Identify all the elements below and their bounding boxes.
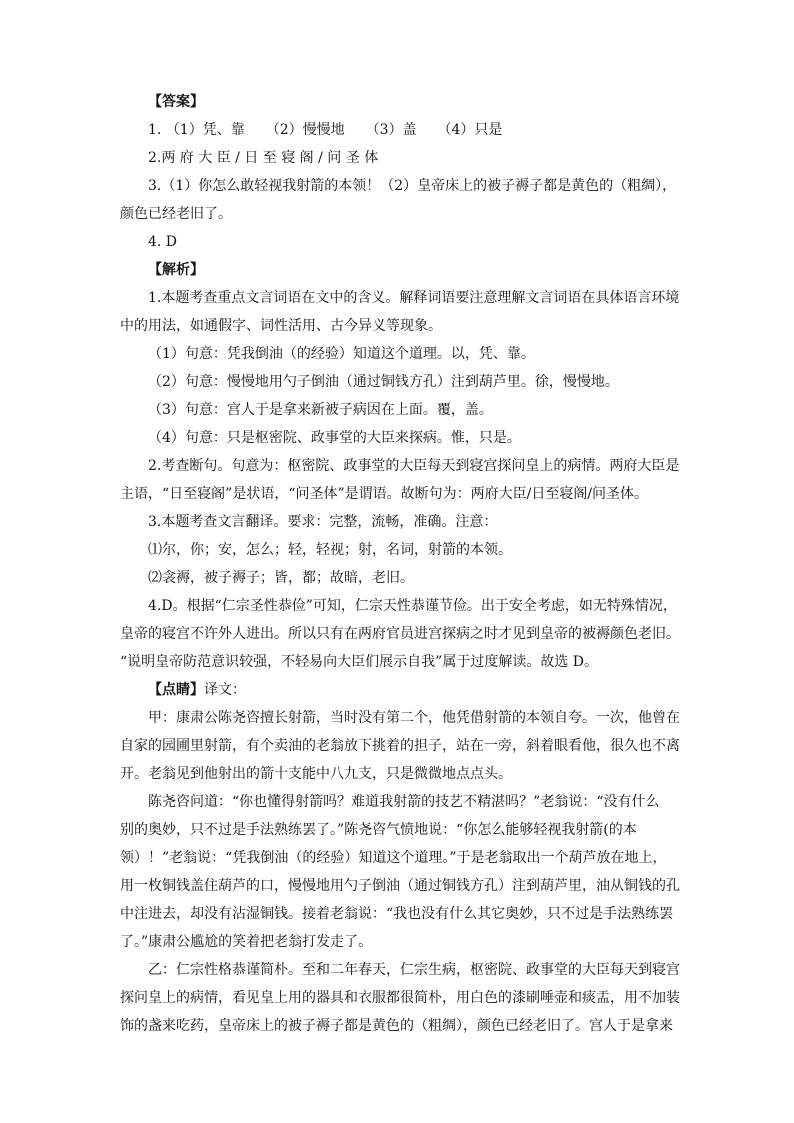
analysis-1-item3: （3）句意：宫人于是拿来新被子病因在上面。覆，盖。 xyxy=(148,402,493,418)
answer-1: 1. （1）凭、靠 （2）慢慢地 （3）盖 （4）只是 xyxy=(148,122,503,138)
translation-c-line3: 饰的盏来吃药，皇帝床上的被子褥子都是黄色的（粗绸），颜色已经老旧了。宫人于是拿来 xyxy=(120,1018,673,1034)
translation-b-line5: 中注进去，却没有沾湿铜钱。接着老翁说：“我也没有什么其它奥妙，只不过是手法熟练罢 xyxy=(120,906,674,922)
points-heading-tail: 译文： xyxy=(204,682,246,698)
analysis-2-line2: 主语，“日至寝阁”是状语，“问圣体”是谓语。故断句为：两府大臣/日至寝阁/问圣体。 xyxy=(120,486,649,502)
analysis-1-item4: （4）句意：只是枢密院、政事堂的大臣来探病。惟，只是。 xyxy=(148,430,521,446)
analysis-heading: 【解析】 xyxy=(148,262,204,278)
analysis-3-item1: ⑴尔，你；安，怎么；轻，轻视；射，名词，射箭的本领。 xyxy=(148,542,512,558)
analysis-3-item2: ⑵衾褥，被子褥子；皆，都；故暗，老旧。 xyxy=(148,570,414,586)
answer-heading: 【答案】 xyxy=(148,94,204,110)
translation-b-line1: 陈尧咨问道：“你也懂得射箭吗？难道我射箭的技艺不精湛吗？”老翁说：“没有什么 xyxy=(148,794,660,810)
analysis-2-line1: 2.考查断句。句意为：枢密院、政事堂的大臣每天到寝宫探问皇上的病情。两府大臣是 xyxy=(148,458,680,474)
points-heading-line xyxy=(120,676,680,704)
analysis-4-line1: 4.D。根据“仁宗圣性恭俭”可知，仁宗天性恭谨节俭。出于安全考虑，如无特殊情况， xyxy=(148,598,677,614)
answer-4: 4. D xyxy=(148,234,178,250)
analysis-4-line2: 皇帝的寝宫不许外人进出。所以只有在两府官员进宫探病之时才见到皇帝的被褥颜色老旧。 xyxy=(120,626,680,642)
analysis-1-item1: （1）句意：凭我倒油（的经验）知道这个道理。以，凭、靠。 xyxy=(148,346,535,362)
translation-b-line6: 了。”康肃公尴尬的笑着把老翁打发走了。 xyxy=(120,934,373,950)
answer-3-line1: 3.（1）你怎么敢轻视我射箭的本领！（2）皇帝床上的被子褥子都是黄色的（粗绸）， xyxy=(148,178,677,194)
answer-3-line2: 颜色已经老旧了。 xyxy=(120,206,232,222)
answer-2: 2.两 府 大 臣 / 日 至 寝 阁 / 问 圣 体 xyxy=(148,150,379,166)
translation-c-line2: 探问皇上的病情，看见皇上用的器具和衣服都很简朴，用白色的漆刷唾壶和痰盂，用不加装 xyxy=(120,990,680,1006)
document-page xyxy=(120,88,680,1040)
translation-b-line4: 用一枚铜钱盖住葫芦的口，慢慢地用勺子倒油（通过铜钱方孔）注到葫芦里，油从铜钱的孔 xyxy=(120,878,680,894)
translation-a-line3: 开。老翁见到他射出的箭十支能中八九支，只是微微地点点头。 xyxy=(120,766,512,782)
analysis-1-item2: （2）句意：慢慢地用勺子倒油（通过铜钱方孔）注到葫芦里。徐，慢慢地。 xyxy=(148,374,619,390)
analysis-1-line2: 中的用法，如通假字、词性活用、古今异义等现象。 xyxy=(120,318,442,334)
points-heading: 【点睛】 xyxy=(148,682,204,698)
analysis-3: 3.本题考查文言翻译。要求：完整，流畅，准确。注意： xyxy=(148,514,498,530)
translation-a-line2: 自家的园圃里射箭，有个卖油的老翁放下挑着的担子，站在一旁，斜着眼看他，很久也不离 xyxy=(120,738,680,754)
translation-b-line2: 别的奥妙，只不过是手法熟练罢了。”陈尧咨气愤地说：“你怎么能够轻视我射箭(的本 xyxy=(120,822,637,838)
translation-b-line3: 领）！”老翁说：“凭我倒油（的经验）知道这个道理。”于是老翁取出一个葫芦放在地上， xyxy=(120,850,667,866)
translation-c-line1: 乙：仁宗性格恭谨简朴。至和二年春天，仁宗生病，枢密院、政事堂的大臣每天到寝宫 xyxy=(148,962,680,978)
analysis-4-line3: “说明皇帝防范意识较强，不轻易向大臣们展示自我”属于过度解读。故选 D。 xyxy=(120,654,598,670)
translation-a-line1: 甲：康肃公陈尧咨擅长射箭，当时没有第二个，他凭借射箭的本领自夸。一次，他曾在 xyxy=(148,710,680,726)
analysis-1-line1: 1.本题考查重点文言词语在文中的含义。解释词语要注意理解文言词语在具体语言环境 xyxy=(148,290,680,306)
